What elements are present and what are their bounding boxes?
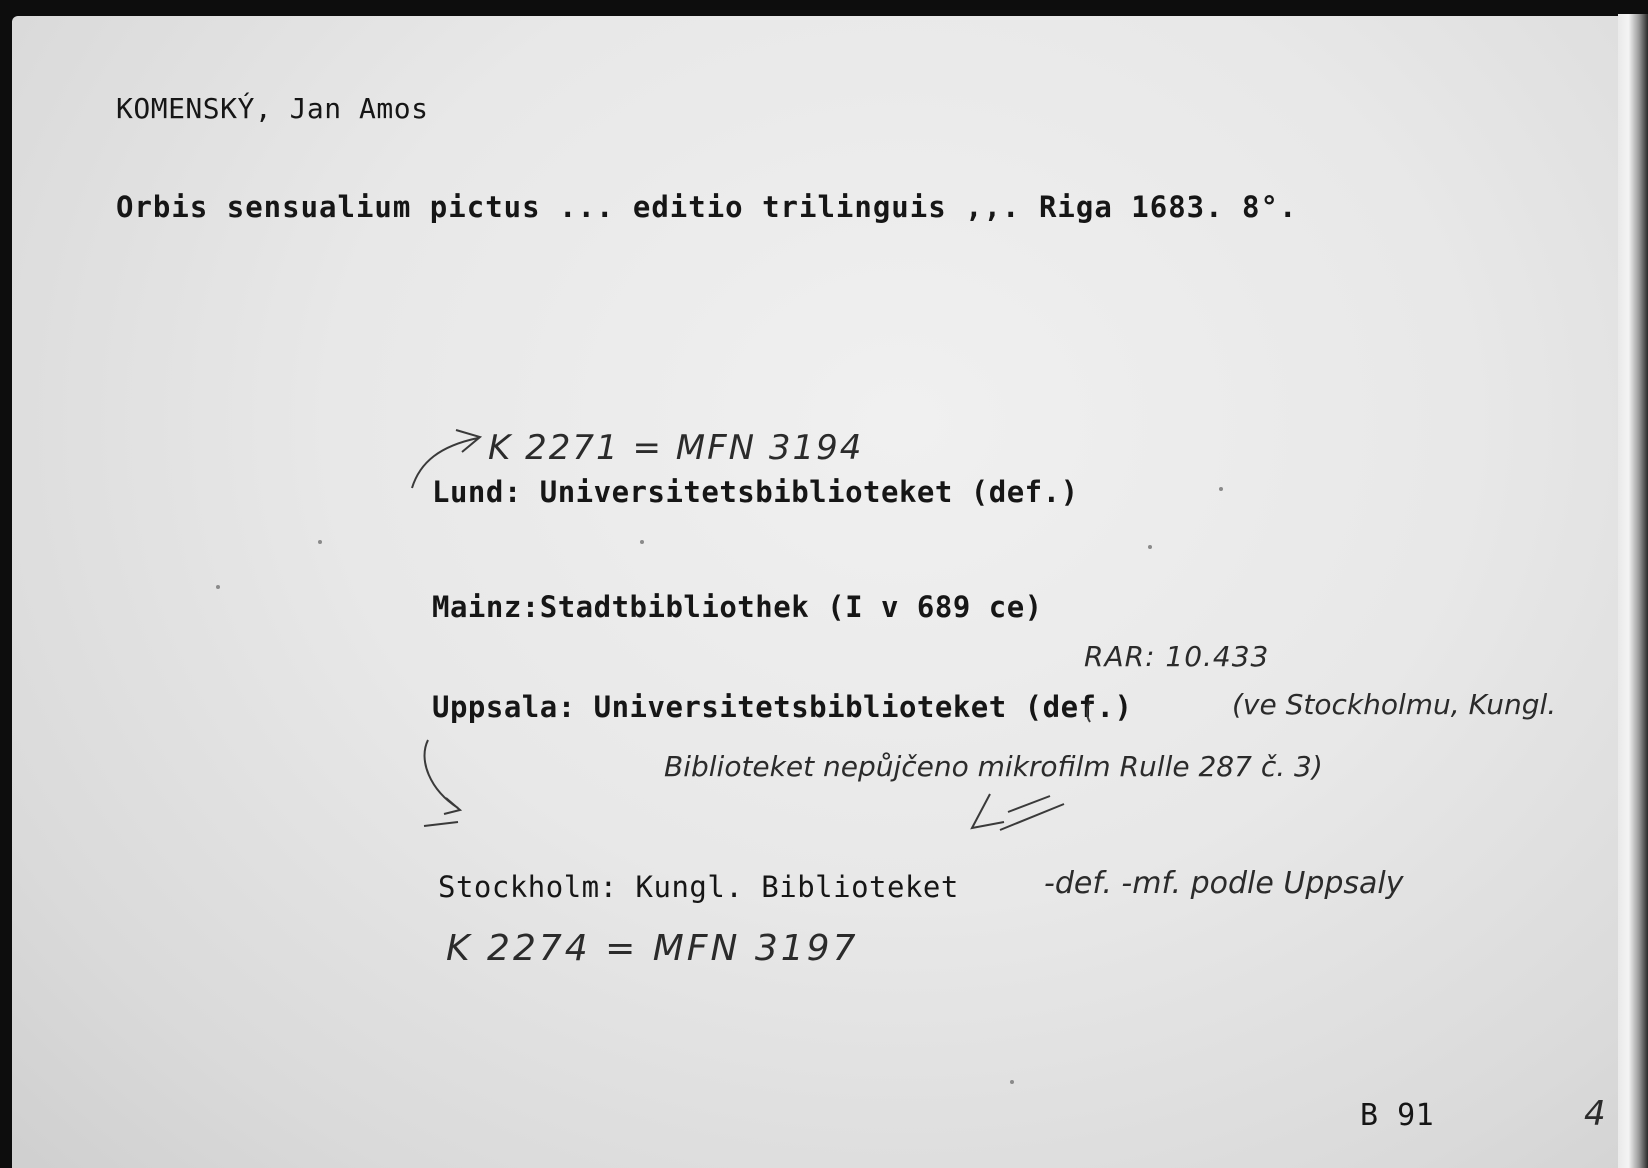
title-line: Orbis sensualium pictus ... editio trilinguis ,,. Riga 1683. 8°.: [116, 190, 1298, 224]
double-arrow-icon: [972, 794, 1064, 830]
holding-stockholm: Stockholm: Kungl. Biblioteket: [438, 870, 959, 904]
curved-arrow-lund-icon: [412, 430, 480, 488]
lund-handwritten-note: K 2271 = MFN 3194: [488, 428, 864, 468]
holding-lund: Lund: Universitetsbiblioteket (def.): [432, 475, 1079, 509]
call-number: B 91: [1360, 1098, 1435, 1133]
uppsala-handwritten-note-line1: (ve Stockholmu, Kungl.: [1232, 688, 1557, 721]
author-heading: KOMENSKÝ, Jan Amos: [116, 92, 429, 125]
holding-uppsala: Uppsala: Universitetsbiblioteket (def.): [432, 690, 1133, 724]
rar-handwritten-note: RAR: 10.433: [1084, 640, 1270, 673]
stockholm-handwritten-number: K 2274 = MFN 3197: [446, 928, 859, 969]
corner-handwritten-mark: 4: [1584, 1094, 1606, 1134]
uppsala-parenthesis-icon: [1087, 702, 1090, 722]
holding-mainz: Mainz:Stadtbibliothek (I v 689 ce): [432, 590, 1043, 624]
stockholm-handwritten-note: -def. -mf. podle Uppsaly: [1044, 866, 1404, 901]
curved-arrow-left-icon: [425, 740, 460, 814]
underline-dash-icon: [424, 822, 458, 826]
uppsala-handwritten-note-line2: Biblioteket nepůjčeno mikrofilm Rulle 287 č. 3): [664, 750, 1323, 783]
